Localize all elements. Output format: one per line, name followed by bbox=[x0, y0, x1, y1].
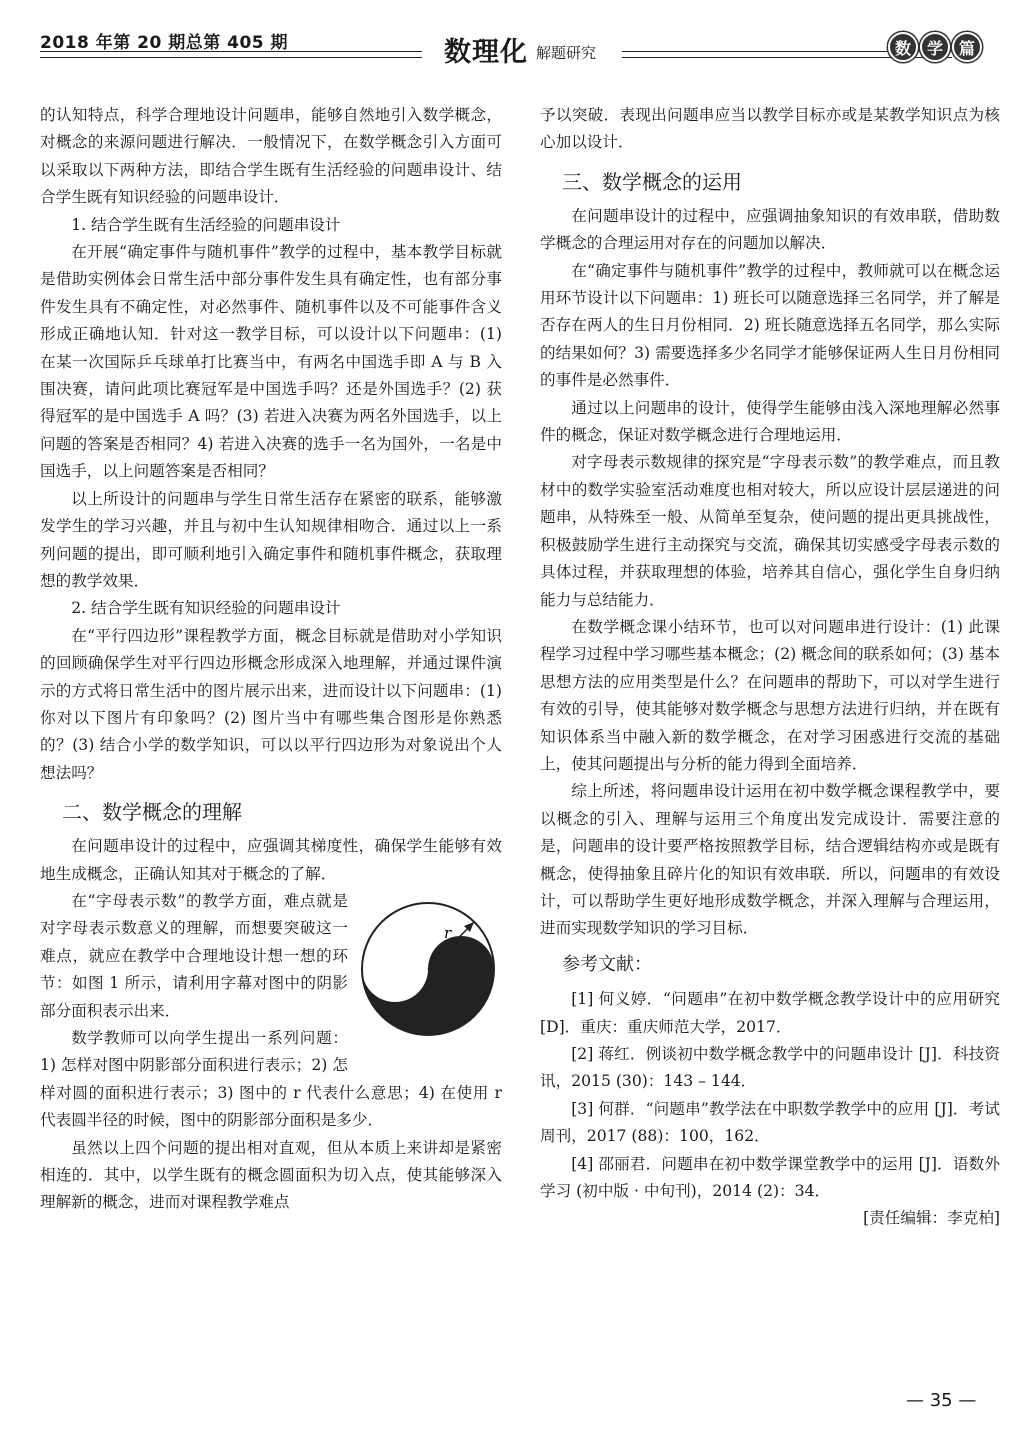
issue-info: 2018 年第 20 期总第 405 期 bbox=[40, 33, 289, 53]
subheading: 1. 结合学生既有生活经验的问题串设计 bbox=[71, 215, 341, 234]
section-heading: 二、数学概念的理解 bbox=[62, 800, 242, 825]
reference-item: [3] 何群．“问题串”教学法在中职数学教学中的应用 [J]．考试周刊，2017 (88)：100，162． bbox=[540, 1099, 1000, 1146]
paragraph: 综上所述，将问题串设计运用在初中数学概念课程教学中，要以概念的引入、理解与运用三个角度出发完成设计．需要注意的是，问题串的设计要严格按照教学目标，结合逻辑结构亦或是既有概念，使得抽象且碎片化的知识有效串联．所以，问题串的有效设计，可以帮助学生更好地形成数学概念，并深入理解与合理运用，进而实现数学知识的学习目标． bbox=[540, 782, 1000, 938]
right-column bbox=[540, 102, 1000, 1233]
reference-item: [1] 何义婷．“问题串”在初中数学概念教学设计中的应用研究 [D]．重庆：重庆师范大学，2017． bbox=[540, 990, 1000, 1036]
paragraph: 虽然以上四个问题的提出相对直观，但从本质上来讲却是紧密相连的．其中，以学生既有的概念圆面积为切入点，使其能够深入理解新的概念，进而对课程教学难点 bbox=[40, 1138, 502, 1212]
paragraph: 在“平行四边形”课程教学方面，概念目标就是借助对小学知识的回顾确保学生对平行四边形概念形成深入地理解，并通过课件演示的方式将日常生活中的图片展示出来，进而设计以下问题串：(1) 你对以下图片有印象吗？(2) 图片当中有哪些集合图形是你熟悉的？(3) 结合小学的数学知识，可以以平行四边形为对象说出个人想法吗？ bbox=[40, 626, 502, 782]
paragraph: 在问题串设计的过程中，应强调抽象知识的有效串联，借助数学概念的合理运用对存在的问题加以解决． bbox=[540, 206, 1000, 253]
left-column bbox=[40, 102, 502, 1217]
paragraph: 以上所设计的问题串与学生日常生活存在紧密的联系，能够激发学生的学习兴趣，并且与初中生认知规律相吻合．通过以上一系列问题的提出，即可顺利地引入确定事件和随机事件概念，获取理想的教学效果． bbox=[40, 489, 502, 590]
editor-credit: [责任编辑：李克柏] bbox=[863, 1209, 1000, 1228]
reference-item: [4] 邵丽君．问题串在初中数学课堂教学中的运用 [J]．语数外学习 (初中版 · 中旬刊)，2014 (2)：34． bbox=[540, 1154, 1000, 1201]
paragraph: 对字母表示数规律的探究是“字母表示数”的教学难点，而且教材中的数学实验室活动难度也相对较大，所以应设计层层递进的问题串，从特殊至一般、从简单至复杂，使问题的提出更具挑战性，积极鼓励学生进行主动探究与交流，确保其切实感受字母表示数的具体过程，并获取理想的体验，培养其自信心，强化学生自身归纳能力与总结能力． bbox=[540, 453, 1000, 609]
page-number: — 35 — bbox=[906, 1390, 977, 1411]
yin-yang-figure bbox=[354, 894, 502, 1044]
paragraph: 在数学概念课小结环节，也可以对问题串进行设计：(1) 此课程学习过程中学习哪些基本概念；(2) 概念间的联系如何；(3) 基本思想方法的应用类型是什么？在问题串的帮助下，可以对学生进行有效的引导，使其能够对数学概念与思想方法进行归纳，并在既有知识体系当中融入新的数学概念，在对学习困惑进行交流的基础上，使其问题提出与分析的能力得到全面培养． bbox=[540, 617, 1000, 773]
page-header bbox=[40, 22, 1000, 74]
paragraph: 在问题串设计的过程中，应强调其梯度性，确保学生能够有效地生成概念，正确认知其对于概念的了解． bbox=[40, 837, 502, 883]
section-tag: 解题研究 bbox=[536, 44, 597, 62]
paragraph: 通过以上问题串的设计，使得学生能够由浅入深地理解必然事件的概念，保证对数学概念进行合理地运用． bbox=[540, 398, 1000, 445]
paragraph: 的认知特点，科学合理地设计问题串，能够自然地引入数学概念，对概念的来源问题进行解决．一般情况下，在数学概念引入方面可以采取以下两种方法，即结合学生既有生活经验的问题串设计、结合学生既有知识经验的问题串设计． bbox=[40, 106, 502, 207]
badge-1: 数 bbox=[888, 32, 918, 62]
figure-1 bbox=[354, 894, 502, 1054]
section-badges bbox=[888, 32, 982, 62]
paragraph: 数学教师可以向学生提出一系列问题：1) 怎样对图中阴影部分面积进行表示；2) 怎样对圆的面积进行表示；3) 图中的 r 代表什么意思；4) 在使用 r 代表圆半径的时候，图中的阴影部分面积是多少． bbox=[40, 1029, 502, 1130]
paragraph: 在开展“确定事件与随机事件”教学的过程中，基本教学目标就是借助实例体会日常生活中部分事件发生具有确定性，也有部分事件发生具有不确定性，对必然事件、随机事件以及不可能事件含义形成正确地认知．针对这一教学目标，可以设计以下问题串：(1) 在某一次国际乒乓球单打比赛当中，有两名中国选手即 A 与 B 入围决赛，请问此项比赛冠军是中国选手吗？还是外国选手？(2) 获得冠军的是中国选手 A 吗？(3) 若进入决赛为两名外国选手，以上问题的答案是否相同？4) 若进入决赛的选手一名为国外，一名是中国选手，以上问题答案是否相同？ bbox=[40, 243, 502, 481]
badge-3: 篇 bbox=[952, 32, 982, 62]
section-heading: 三、数学概念的运用 bbox=[562, 169, 742, 194]
reference-item: [2] 蒋红．例谈初中数学概念教学中的问题串设计 [J]．科技资讯，2015 (30)：143 – 144． bbox=[540, 1045, 1000, 1091]
paragraph: 在“确定事件与随机事件”教学的过程中，教师就可以在概念运用环节设计以下问题串：1) 班长可以随意选择三名同学，并了解是否存在两人的生日月份相同．2) 班长随意选择五名同学，那么实际的结果如何？3) 需要选择多少名同学才能够保证两人生日月份相同的事件是必然事件． bbox=[540, 261, 1000, 390]
header-rule-left bbox=[40, 51, 422, 58]
subheading: 2. 结合学生既有知识经验的问题串设计 bbox=[71, 599, 341, 618]
paragraph: 在“字母表示数”的教学方面，难点就是对字母表示数意义的理解，而想要突破这一难点，就应在教学中合理地设计想一想的环节：如图 1 所示，请利用字幕对图中的阴影部分面积表示出来． bbox=[40, 891, 348, 1020]
radius-label: r bbox=[444, 923, 452, 942]
badge-2: 学 bbox=[920, 32, 950, 62]
journal-title: 数理化 bbox=[444, 37, 528, 68]
references-title: 参考文献： bbox=[562, 953, 652, 975]
paragraph: 予以突破．表现出问题串应当以教学目标亦或是某教学知识点为核心加以设计． bbox=[540, 106, 1000, 152]
